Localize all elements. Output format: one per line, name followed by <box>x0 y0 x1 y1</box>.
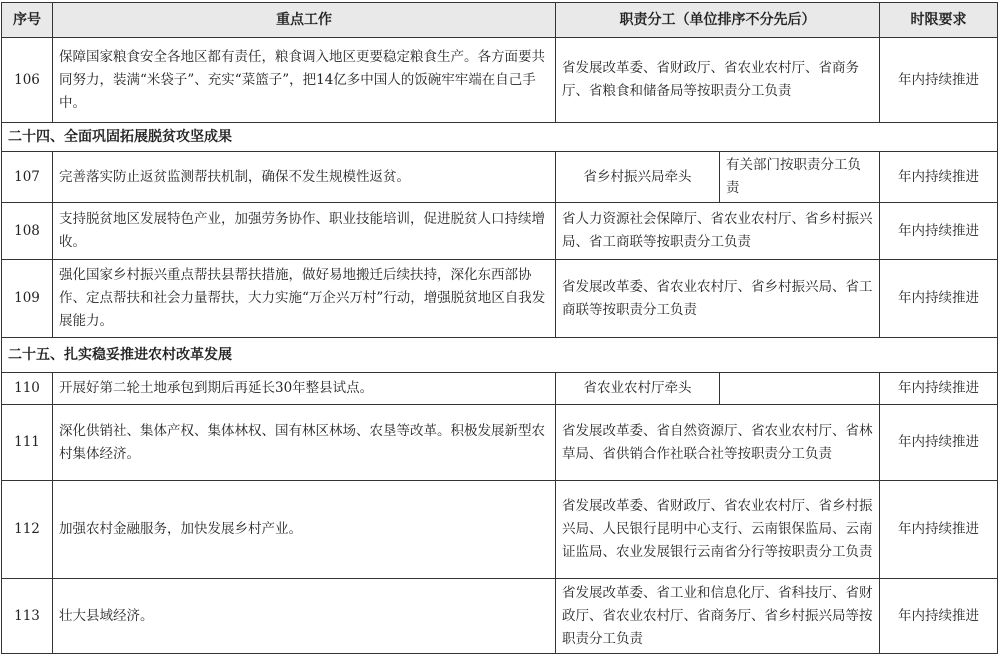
row-other: 有关部门按职责分工负责 <box>720 152 880 203</box>
table-row <box>2 260 998 338</box>
row-limit: 年内持续推进 <box>880 405 998 481</box>
row-task: 强化国家乡村振兴重点帮扶县帮扶措施，做好易地搬迁后续扶持，深化东西部协作、定点帮扶和社会力量帮扶，大力实施“万企兴万村”行动，增强脱贫地区自我发展能力。 <box>53 260 556 338</box>
row-duty: 省发展改革委、省自然资源厅、省农业农村厅、省林草局、省供销合作社联合社等按职责分工负责 <box>556 405 880 481</box>
row-limit: 年内持续推进 <box>880 38 998 123</box>
row-lead: 省农业农村厅牵头 <box>556 373 720 405</box>
row-task: 完善落实防止返贫监测帮扶机制，确保不发生规模性返贫。 <box>53 152 556 203</box>
row-duty: 省发展改革委、省农业农村厅、省乡村振兴局、省工商联等按职责分工负责 <box>556 260 880 338</box>
row-duty: 省发展改革委、省财政厅、省农业农村厅、省乡村振兴局、人民银行昆明中心支行、云南银保监局、云南证监局、农业发展银行云南省分行等按职责分工负责 <box>556 481 880 579</box>
row-lead: 省乡村振兴局牵头 <box>556 152 720 203</box>
table-row <box>2 481 998 579</box>
row-no: 109 <box>2 260 53 338</box>
row-limit: 年内持续推进 <box>880 152 998 203</box>
header-task: 重点工作 <box>53 3 556 38</box>
row-task: 加强农村金融服务，加快发展乡村产业。 <box>53 481 556 579</box>
row-task: 开展好第二轮土地承包到期后再延长30年整县试点。 <box>53 373 556 405</box>
row-limit: 年内持续推进 <box>880 579 998 654</box>
row-limit: 年内持续推进 <box>880 203 998 260</box>
row-no: 110 <box>2 373 53 405</box>
header-duty: 职责分工（单位排序不分先后） <box>556 3 880 38</box>
table-row <box>2 38 998 123</box>
row-no: 107 <box>2 152 53 203</box>
row-duty: 省发展改革委、省工业和信息化厅、省科技厅、省财政厅、省农业农村厅、省商务厅、省乡村振兴局等按职责分工负责 <box>556 579 880 654</box>
section-row <box>2 123 998 152</box>
row-no: 108 <box>2 203 53 260</box>
row-task: 保障国家粮食安全各地区都有责任，粮食调入地区更要稳定粮食生产。各方面要共同努力，装满“米袋子”、充实“菜篮子”，把14亿多中国人的饭碗牢牢端在自己手中。 <box>53 38 556 123</box>
row-no: 112 <box>2 481 53 579</box>
table-row <box>2 373 998 405</box>
table-header-row <box>2 3 998 38</box>
row-duty: 省发展改革委、省财政厅、省农业农村厅、省商务厅、省粮食和储备局等按职责分工负责 <box>556 38 880 123</box>
table-row <box>2 203 998 260</box>
table-row <box>2 152 998 203</box>
row-duty: 省人力资源社会保障厅、省农业农村厅、省乡村振兴局、省工商联等按职责分工负责 <box>556 203 880 260</box>
row-no: 111 <box>2 405 53 481</box>
row-no: 113 <box>2 579 53 654</box>
section-row <box>2 338 998 373</box>
row-limit: 年内持续推进 <box>880 373 998 405</box>
section-title: 二十四、全面巩固拓展脱贫攻坚成果 <box>2 123 998 152</box>
task-table <box>1 2 998 654</box>
table-row <box>2 579 998 654</box>
row-task: 支持脱贫地区发展特色产业，加强劳务协作、职业技能培训，促进脱贫人口持续增收。 <box>53 203 556 260</box>
row-task: 深化供销社、集体产权、集体林权、国有林区林场、农垦等改革。积极发展新型农村集体经济。 <box>53 405 556 481</box>
header-limit: 时限要求 <box>880 3 998 38</box>
section-title: 二十五、扎实稳妥推进农村改革发展 <box>2 338 998 373</box>
header-no: 序号 <box>2 3 53 38</box>
row-no: 106 <box>2 38 53 123</box>
row-limit: 年内持续推进 <box>880 481 998 579</box>
row-limit: 年内持续推进 <box>880 260 998 338</box>
row-other <box>720 373 880 405</box>
row-task: 壮大县域经济。 <box>53 579 556 654</box>
table-row <box>2 405 998 481</box>
